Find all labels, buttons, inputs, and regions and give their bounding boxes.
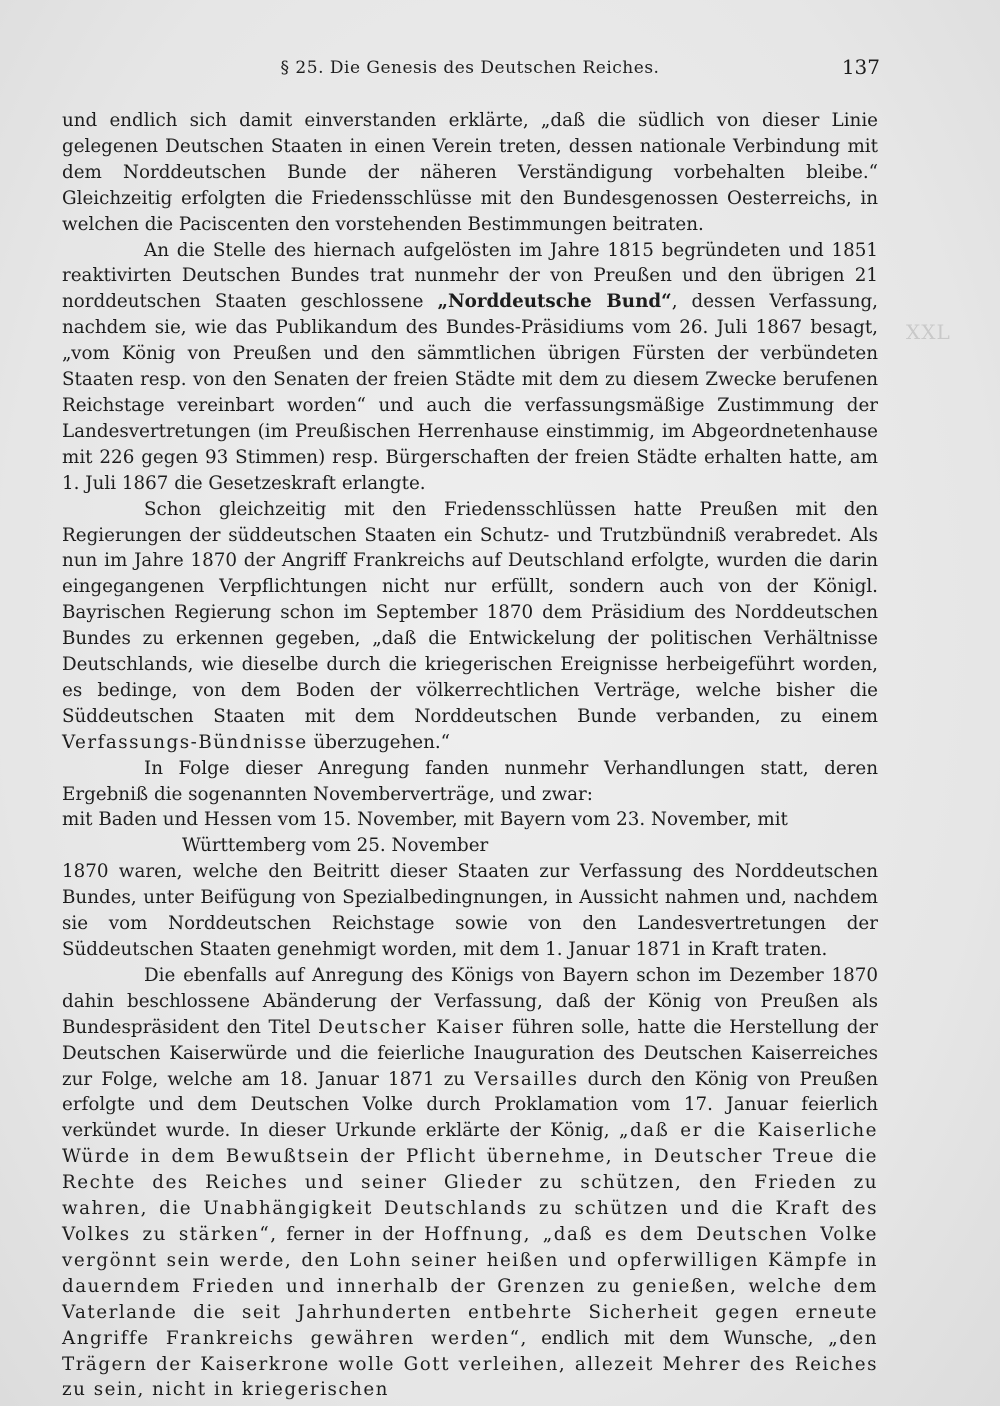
verfassungs-buendnisse-emphasis: Verfassungs-Bündnisse [62, 731, 308, 753]
paragraph-6 [62, 963, 878, 1403]
paragraph-1: und endlich sich damit einverstanden erklärte, „daß die südlich von dieser Linie gelegenen Deutschen Staaten in einen Verein treten, dessen nationale Verbindung mit dem Norddeutschen Bunde der näheren Verständigung vorbehalten bleibe.“ Gleichzeitig erfolgten die Friedensschlüsse mit den Bundesgenossen Oesterreichs, in welchen die Paciscenten den vorstehenden Bestimmungen beitraten. [62, 110, 878, 235]
deutscher-kaiser-emphasis: Deutscher Kaiser [318, 1016, 505, 1038]
page-number: 137 [841, 55, 880, 79]
proclamation-quote-2: Hoffnung, „daß es dem Deutschen Volke vergönnt sein werde, den Lohn seiner heißen und opferwilligen Kämpfe in dauerndem Frieden und innerhalb der Grenzen zu genießen, welche dem Vaterlande die seit Jahrhunderten entbehrte Sicherheit gegen erneute Angriffe Frankreichs gewähren werden“ [62, 1223, 878, 1349]
paragraph-6-text-a: Die ebenfalls auf Anregung des Königs von Bayern schon im Dezember 1870 dahin beschlossene Abänderung der Verfassung, daß der König von Preußen als Bundespräsident den Titel [62, 964, 878, 1038]
page-header [60, 55, 880, 86]
treaty-list-line-2: Württemberg vom 25. November [182, 835, 489, 857]
paragraph-3-text-a: Schon gleichzeitig mit den Friedensschlüssen hatte Preußen mit den Regierungen der süddeutschen Staaten ein Schutz- und Trutzbündniß verabredet. Als nun im Jahre 1870 der Angriff Frankreichs auf Deutschland erfolgte, wurden die darin eingegangenen Verpflichtungen nicht nur erfüllt, sondern auch von der Königl. Bayrischen Regierung schon im September 1870 dem Präsidium des Norddeutschen Bundes zu erkennen gegeben, „daß die Entwickelung der politischen Verhältnisse Deutschlands, wie dieselbe durch die kriegerischen Ereignisse herbeigeführt worden, es bedinge, von dem Boden der völkerrechtlichen Verträge, welche bisher die Süddeutschen Staaten mit dem Norddeutschen Bunde verbanden, zu einem [62, 498, 878, 727]
page-body [62, 108, 878, 1403]
paragraph-6-text-d: , ferner in der [270, 1223, 425, 1245]
paragraph-6-text-c: durch den König von Preußen erfolgte und dem Deutschen Volke durch Proklamation vom 17. Januar feierlich verkündet wurde. In dieser Urkunde erklärte der König, [62, 1068, 878, 1142]
paragraph-5: 1870 waren, welche den Beitritt dieser Staaten zur Verfassung des Norddeutschen Bundes, unter Beifügung von Spezialbedingnungen, in Aussicht nahmen und, nachdem sie vom Norddeutschen Reichstage sowie von den Landesvertretungen der Süddeutschen Staaten genehmigt worden, mit dem 1. Januar 1871 in Kraft traten. [62, 861, 878, 960]
paragraph-4: In Folge dieser Anregung fanden nunmehr Verhandlungen statt, deren Ergebniß die sogenannten Novemberverträge, und zwar: [62, 757, 878, 805]
running-title: § 25. Die Genesis des Deutschen Reiches. [280, 58, 660, 78]
margin-bleed-through-mark: XXL [906, 320, 951, 344]
proclamation-quote-3: „den Trägern der Kaiserkrone wolle Gott verleihen, allezeit Mehrer des Reiches zu sein, nicht in kriegerischen [62, 1327, 878, 1401]
paragraph-6-text-b: führen solle, hatte die Herstellung der Deutschen Kaiserwürde und die feierliche Inauguration des Deutschen Kaiserreiches zur Folge, welche am 18. Januar 1871 zu [62, 1016, 878, 1090]
paragraph-3-text-b: überzugehen.“ [307, 731, 451, 753]
versailles-emphasis: Versailles [474, 1068, 579, 1090]
treaty-list-line-1: mit Baden und Hessen vom 15. November, mit Bayern vom 23. November, mit [62, 809, 788, 831]
paragraph-6-text-e: , endlich mit dem Wunsche, [520, 1327, 829, 1349]
paragraph-2-text-a: An die Stelle des hiernach aufgelösten im Jahre 1815 begründeten und 1851 reaktivirten Deutschen Bundes trat nunmehr der von Preußen und den übrigen 21 norddeutschen Staaten geschlossene [62, 239, 878, 313]
proclamation-quote-1: „daß er die Kaiserliche Würde in dem Bewußtsein der Pflicht übernehme, in Deutscher Treue die Rechte des Reiches und seiner Glieder zu schützen, den Frieden zu wahren, die Unabhängigkeit Deutschlands zu schützen und die Kraft des Volkes zu stärken“ [62, 1120, 878, 1245]
paragraph-3 [62, 497, 878, 756]
paragraph-2 [62, 238, 878, 497]
paragraph-2-text-b: , dessen Verfassung, nachdem sie, wie das Publikandum des Bundes-Präsidiums vom 26. Juli 1867 besagt, „vom König von Preußen und den sämmtlichen übrigen Fürsten der verbündeten Staaten resp. von den Senaten der freien Städte mit dem zu diesem Zwecke berufenen Reichstage vereinbart worden“ und auch die verfassungsmäßige Zustimmung der Landesvertretungen (im Preußischen Herrenhause einstimmig, im Abgeordnetenhause mit 226 gegen 93 Stimmen) resp. Bürgerschaften der freien Städte erhalten hatte, am 1. Juli 1867 die Gesetzeskraft erlangte. [62, 291, 878, 494]
norddeutsche-bund-emphasis: „Norddeutsche Bund“ [437, 291, 672, 313]
